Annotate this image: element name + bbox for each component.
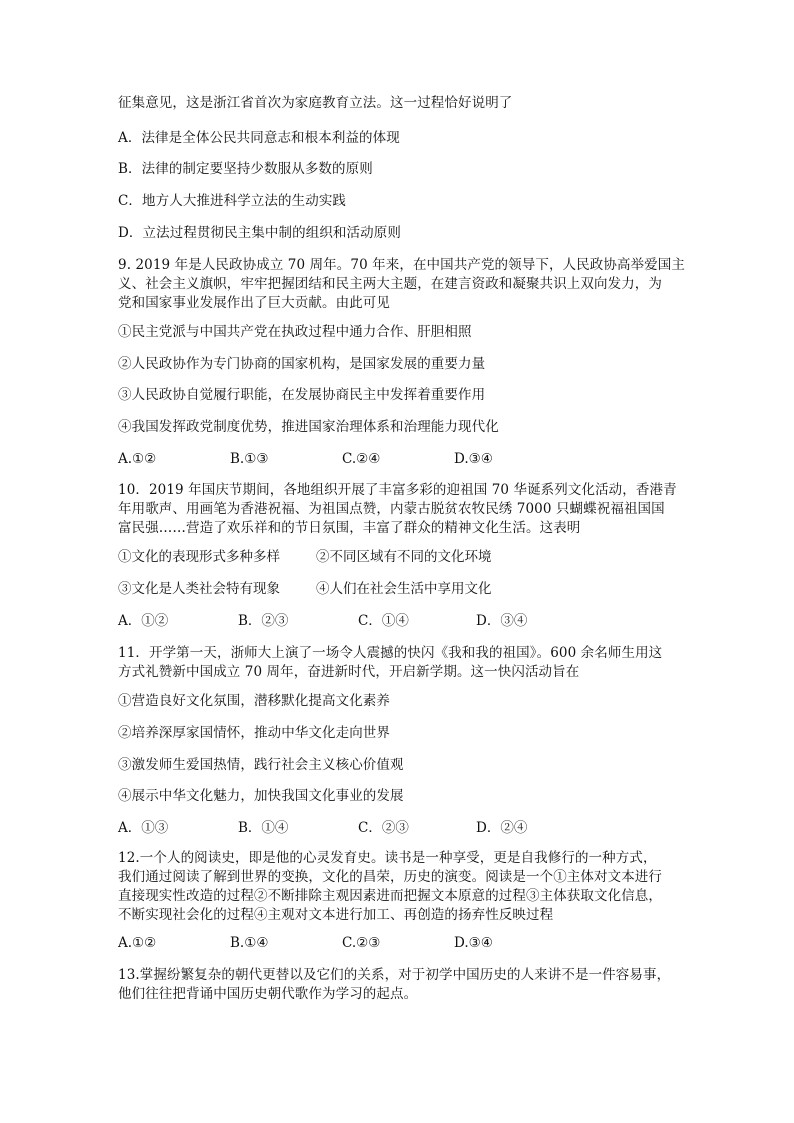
q8-option-b: B．法律的制定要坚持少数服从多数的原则 [118,161,373,177]
q11-statement-2: ②培养深厚家国情怀，推动中华文化走向世界 [118,725,390,741]
q11-choice-c: C．②③ [358,820,409,836]
q12-stem-line: 直接现实性改造的过程②不断排除主观因素进而把握文本原意的过程③主体获取文化信息， [118,888,662,904]
q8-stem-tail: 征集意见，这是浙江省首次为家庭教育立法。这一过程恰好说明了 [118,95,513,111]
q10-stem-line: 10．2019 年国庆节期间，各地组织开展了丰富多彩的迎祖国 70 华诞系列文化活动，香港青 [118,482,677,498]
q11-statement-3: ③激发师生爱国热情，践行社会主义核心价值观 [118,757,404,773]
q10-stem-line: 富民强……营造了欢乐祥和的节日氛围，丰富了群众的精神文化生活。这表明 [118,520,581,536]
q12-choice-a: A.①② [118,935,157,951]
q12-choice-c: C.②③ [342,935,381,951]
q9-choice-c: C.②④ [342,451,381,467]
q10-stem [118,481,678,538]
q12-choice-d: D.③④ [454,935,493,951]
q10-statement-3: ③文化是人类社会特有现象 [118,581,280,597]
q11-choice-d: D．②④ [476,820,528,836]
q10-choice-c: C．①④ [358,613,409,629]
q9-statement-4: ④我国发挥政党制度优势，推进国家治理体系和治理能力现代化 [118,419,499,435]
q9-stem-line: 党和国家事业发展作出了巨大贡献。由此可见 [118,295,390,311]
q12-choice-b: B.①④ [230,935,269,951]
q9-stem-line: 9. 2019 年是人民政协成立 70 周年。70 年来，在中国共产党的领导下，人民政协高举爱国主 [118,257,685,273]
q9-statement-2: ②人民政协作为专门协商的国家机构，是国家发展的重要力量 [118,356,486,372]
q10-choice-b: B．②③ [238,613,289,629]
q9-stem [118,256,685,313]
q9-choice-b: B.①③ [230,451,269,467]
q13-stem [118,966,678,1004]
q10-statement-1: ①文化的表现形式多种多样 [118,549,280,565]
q9-statement-1: ①民主党派与中国共产党在执政过程中通力合作、肝胆相照 [118,324,472,340]
q11-statement-1: ①营造良好文化氛围，潜移默化提高文化素养 [118,693,390,709]
q8-option-d: D．立法过程贯彻民主集中制的组织和活动原则 [118,225,401,241]
q9-stem-line: 义、社会主义旗帜，牢牢把握团结和民主两大主题，在建言资政和凝聚共识上双向发力，为 [118,276,662,292]
q11-stem-line: 11．开学第一天，浙师大上演了一场令人震撼的快闪《我和我的祖国》。600 余名师生用这 [118,645,663,661]
q9-statement-3: ③人民政协自觉履行职能，在发展协商民主中发挥着重要作用 [118,387,486,403]
q9-choice-d: D.③④ [454,451,493,467]
q10-stem-line: 年用歌声、用画笔为香港祝福、为祖国点赞，内蒙古脱贫农牧民绣 7000 只蝴蝶祝福祖国国 [118,501,665,517]
q11-stem-line: 方式礼赞新中国成立 70 周年，奋进新时代，开启新学期。这一快闪活动旨在 [118,664,580,680]
q13-stem-line: 他们往往把背诵中国历史朝代歌作为学习的起点。 [118,986,418,1002]
q10-statement-4: ④人们在社会生活中享用文化 [316,581,492,597]
q11-statement-4: ④展示中华文化魅力，加快我国文化事业的发展 [118,788,404,804]
q11-stem [118,644,678,682]
q10-choice-a: A．①② [118,613,169,629]
q12-stem-line: 不断实现社会化的过程④主观对文本进行加工、再创造的扬弃性反映过程 [118,907,554,923]
q8-option-a: A．法律是全体公民共同意志和根本利益的体现 [118,130,400,146]
q11-choice-a: A．①③ [118,820,169,836]
q11-choice-b: B．①④ [238,820,289,836]
q8-option-c: C．地方人大推进科学立法的生动实践 [118,193,347,209]
q10-statement-2: ②不同区域有不同的文化环境 [316,549,492,565]
q12-stem [118,849,678,925]
q13-stem-line: 13.掌握纷繁复杂的朝代更替以及它们的关系，对于初学中国历史的人来讲不是一件容易事， [118,967,671,983]
q12-stem-line: 12.一个人的阅读史，即是他的心灵发育史。读书是一种享受，更是自我修行的一种方式， [118,850,657,866]
q10-choice-d: D．③④ [476,613,528,629]
q9-choice-a: A.①② [118,451,157,467]
q12-stem-line: 我们通过阅读了解到世界的变换，文化的昌荣，历史的演变。阅读是一个①主体对文本进行 [118,869,662,885]
